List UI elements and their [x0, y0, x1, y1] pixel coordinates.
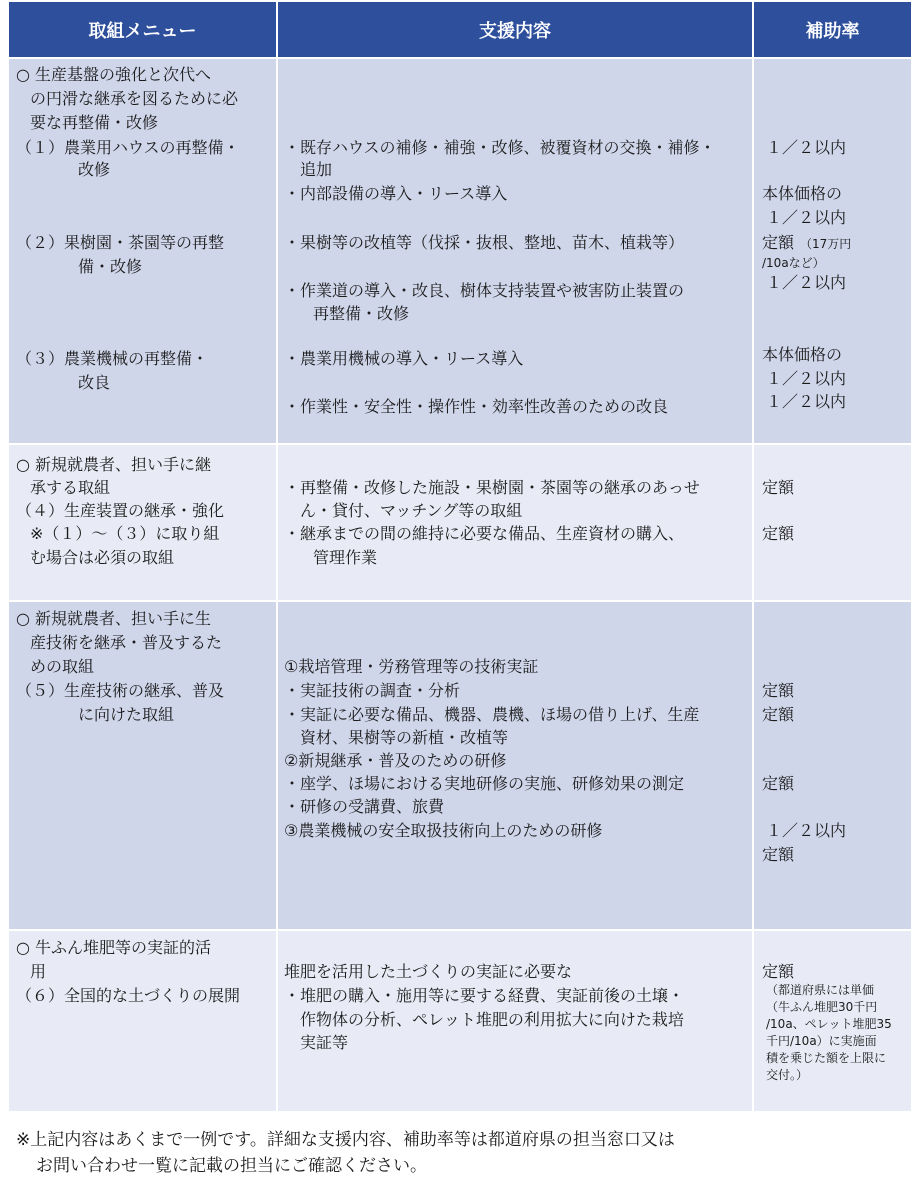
content-text: ・作業道の導入・改良、樹体支持装置や被害防止装置の	[284, 281, 685, 300]
content-text: 堆肥を活用した土づくりの実証に必要な	[284, 962, 573, 981]
content-text: ②新規継承・普及のための研修	[284, 751, 507, 770]
content-text: 資材、果樹等の新植・改植等	[300, 728, 509, 747]
rate-text: 定額	[762, 774, 795, 793]
menu-text: （５）生産技術の継承、普及	[16, 681, 225, 700]
menu-text: （３）農業機械の再整備・	[16, 349, 209, 368]
menu-text: 要な再整備・改修	[30, 113, 159, 132]
row3-rate-cell	[754, 602, 911, 929]
rate-text: 定額	[762, 705, 795, 724]
menu-text: （１）農業用ハウスの再整備・	[16, 138, 240, 157]
menu-text: ○ 新規就農者、担い手に生	[16, 609, 212, 628]
menu-text: （４）生産装置の継承・強化	[16, 501, 225, 520]
rate-text: 定額	[762, 845, 795, 864]
content-text: 実証等	[300, 1033, 349, 1052]
menu-text: （６）全国的な土づくりの展開	[16, 986, 241, 1005]
header-content: 支援内容	[278, 2, 752, 57]
rate-subtext: （都道府県には単価	[766, 983, 875, 997]
content-text: ・農業用機械の導入・リース導入	[284, 349, 524, 368]
rate-subtext: （牛ふん堆肥30千円	[766, 1000, 878, 1014]
menu-text: む場合は必須の取組	[30, 548, 175, 567]
header-rate: 補助率	[754, 2, 911, 57]
content-text: ・作業性・安全性・操作性・効率性改善のための改良	[284, 397, 669, 416]
rate-text: 定額	[762, 233, 795, 252]
content-text: ・研修の受講費、旅費	[284, 797, 445, 816]
content-text: ・再整備・改修した施設・果樹園・茶園等の継承のあっせ	[284, 478, 700, 497]
menu-text: 改修	[78, 160, 111, 179]
rate-text: １／２以内	[766, 369, 847, 388]
menu-text: ※（１）～（３）に取り組	[30, 524, 220, 543]
rate-subtext: 積を乗じた額を上限に	[766, 1051, 887, 1065]
menu-text: （２）果樹園・茶園等の再整	[16, 233, 225, 252]
content-text: ・実証に必要な備品、機器、農機、ほ場の借り上げ、生産	[284, 705, 700, 724]
menu-text: ○ 生産基盤の強化と次代へ	[16, 65, 212, 84]
content-text: 作物体の分析、ペレット堆肥の利用拡大に向けた栽培	[300, 1010, 684, 1029]
rate-text: 定額	[762, 524, 795, 543]
menu-text: 備・改修	[78, 257, 143, 276]
menu-text: 用	[30, 962, 47, 981]
content-text: 再整備・改修	[313, 304, 410, 323]
rate-text: １／２以内	[766, 392, 847, 411]
rate-text: 本体価格の	[762, 184, 843, 203]
rate-text: 本体価格の	[762, 345, 843, 364]
content-text: 追加	[300, 160, 333, 179]
header-menu: 取組メニュー	[9, 2, 276, 57]
row2-rate-cell	[754, 445, 911, 600]
menu-text: に向けた取組	[78, 705, 175, 724]
content-text: ・内部設備の導入・リース導入	[284, 184, 508, 203]
rate-text: １／２以内	[766, 273, 847, 292]
menu-text: 改良	[78, 373, 111, 392]
rate-subtext: /10a、ペレット堆肥35	[766, 1017, 892, 1031]
content-text: ・既存ハウスの補修・補強・改修、被覆資材の交換・補修・	[284, 138, 716, 157]
menu-text: ○ 牛ふん堆肥等の実証的活	[16, 938, 212, 957]
rate-subtext: 千円/10a）に実施面	[766, 1034, 877, 1048]
content-text: ①栽培管理・労務管理等の技術実証	[284, 657, 539, 676]
menu-text: めの取組	[30, 657, 95, 676]
content-text: ③農業機械の安全取扱技術向上のための研修	[284, 821, 603, 840]
footnote-line: お問い合わせ一覧に記載の担当にご確認ください。	[36, 1156, 427, 1176]
rate-text: 定額	[762, 478, 795, 497]
content-text: ・果樹等の改植等（伐採・抜根、整地、苗木、植栽等）	[284, 233, 685, 252]
content-text: 管理作業	[313, 548, 378, 567]
content-text: ・継承までの間の維持に必要な備品、生産資材の購入、	[284, 524, 685, 543]
rate-text: 定額	[762, 962, 795, 981]
rate-text: 定額	[762, 681, 795, 700]
menu-text: 産技術を継承・普及するた	[30, 633, 223, 652]
menu-text: ○ 新規就農者、担い手に継	[16, 455, 212, 474]
menu-text: の円滑な継承を図るために必	[30, 89, 239, 108]
rate-subtext: 交付。）	[766, 1068, 809, 1082]
rate-text: １／２以内	[766, 821, 847, 840]
content-text: ・堆肥の購入・施用等に要する経費、実証前後の土壌・	[284, 986, 685, 1005]
footnote-line: ※上記内容はあくまで一例です。詳細な支援内容、補助率等は都道府県の担当窓口又は	[16, 1130, 675, 1150]
rate-text: １／２以内	[766, 208, 847, 227]
rate-subtext: /10aなど）	[762, 256, 825, 270]
content-text: ・実証技術の調査・分析	[284, 681, 461, 700]
content-text: ・座学、ほ場における実地研修の実施、研修効果の測定	[284, 774, 685, 793]
row4-menu-cell	[9, 931, 276, 1111]
rate-text: １／２以内	[766, 138, 847, 157]
content-text: ん・貸付、マッチング等の取組	[300, 501, 523, 520]
row2-content-cell	[278, 445, 752, 600]
rate-subtext: （17万円	[800, 237, 852, 251]
menu-text: 承する取組	[30, 478, 111, 497]
